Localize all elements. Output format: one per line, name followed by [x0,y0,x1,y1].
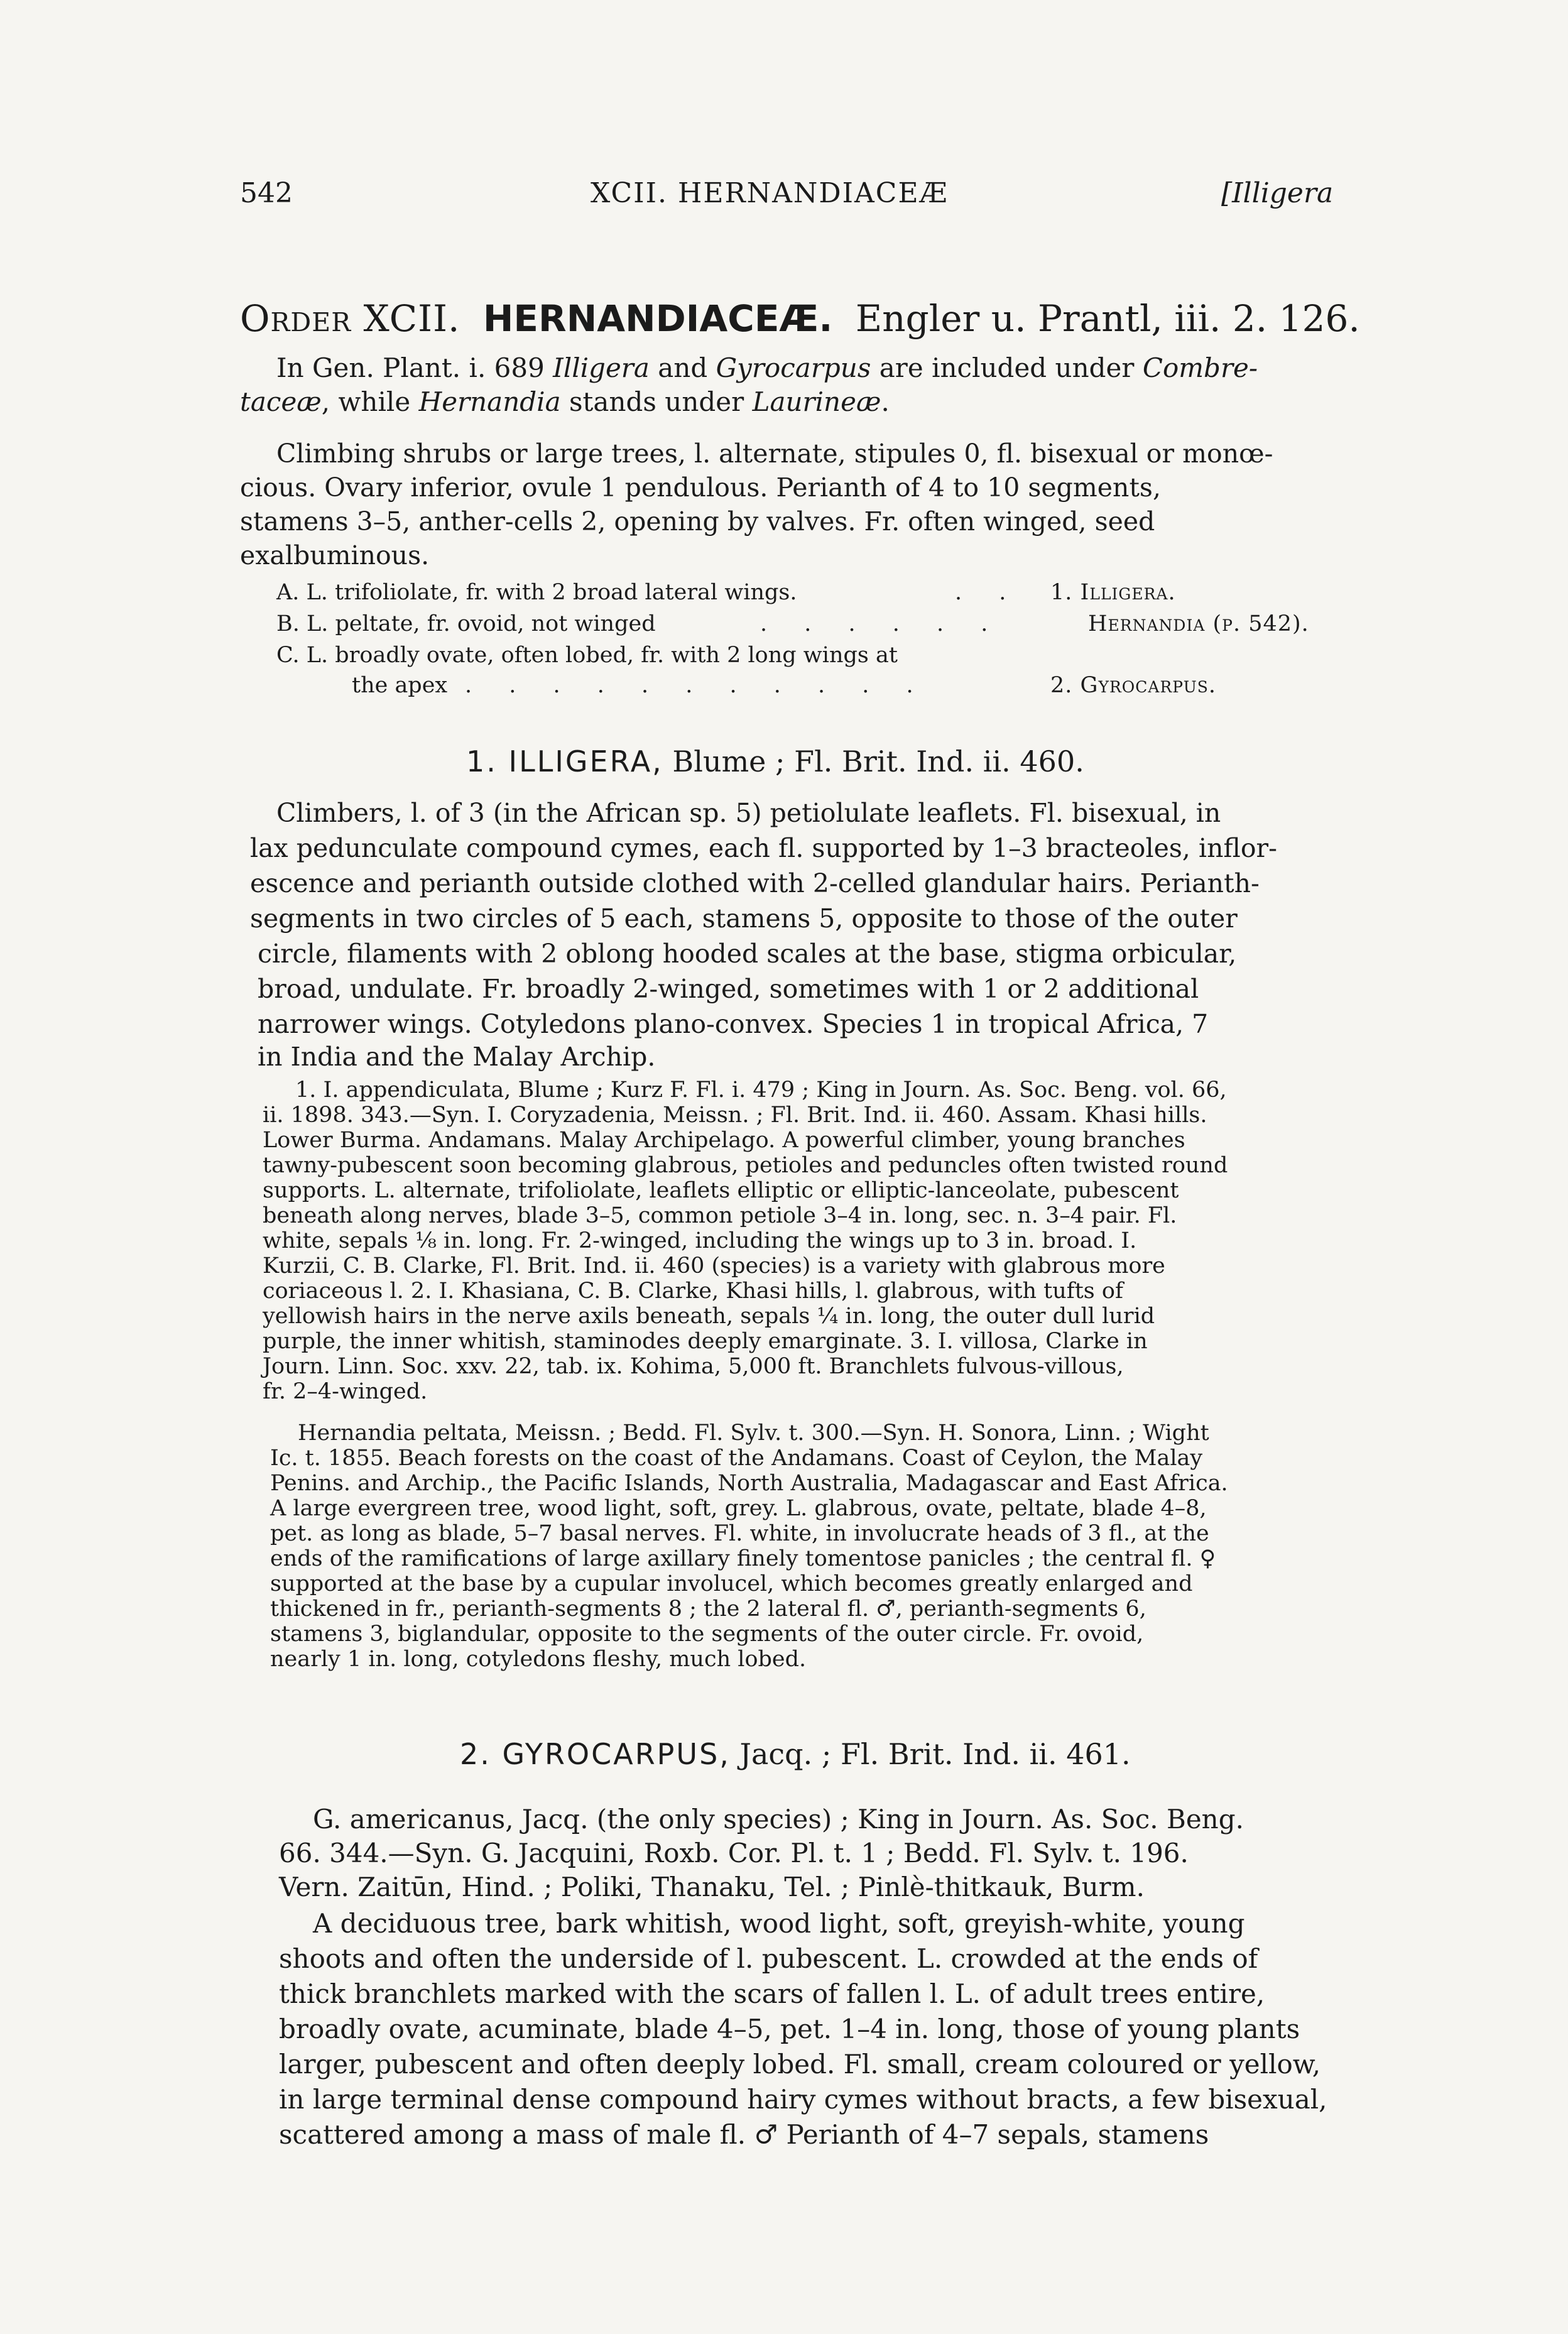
gyrocarpus-description-line: shoots and often the underside of l. pubescent. L. crowded at the ends of [279,1943,1258,1974]
hernandia-line: Ic. t. 1855. Beach forests on the coast of the Andamans. Coast of Ceylon, the Malay [270,1446,1203,1471]
key-a-dots: . . [955,580,1021,605]
intro-line-1: In Gen. Plant. i. 689 Illigera and Gyrocarpus are included under Combre- [276,352,1258,383]
genus-citation: Blume ; Fl. Brit. Ind. ii. 460. [672,744,1084,778]
genus-heading-illigera [466,744,1084,779]
gyrocarpus-description-line: in large terminal dense compound hairy cymes without bracts, a few bisexual, [279,2084,1327,2115]
species-line: beneath along nerves, blade 3–5, common petiole 3–4 in. long, sec. n. 3–4 pair. Fl. [263,1203,1177,1228]
key-b-text: B. L. peltate, fr. ovoid, not winged [276,611,656,636]
species-line: yellowish hairs in the nerve axils beneath, sepals ¼ in. long, the outer dull lurid [263,1304,1155,1329]
hernandia-line: A large evergreen tree, wood light, soft, grey. L. glabrous, ovate, peltate, blade 4–8, [270,1496,1207,1521]
genus-name: 1. ILLIGERA, [466,744,663,778]
order-heading [240,298,1360,339]
running-genus: [Illigera [1221,177,1334,209]
species-line: 1. I. appendiculata, Blume ; Kurz F. Fl. i. 479 ; King in Journ. As. Soc. Beng. vol. 66, [295,1077,1227,1103]
key-a-text: A. L. trifoliolate, fr. with 2 broad lateral wings. [276,580,797,605]
genus-description-line: broad, undulate. Fr. broadly 2-winged, sometimes with 1 or 2 additional [258,974,1199,1004]
genus-citation: Jacq. ; Fl. Brit. Ind. ii. 461. [739,1737,1131,1771]
order-description-line: cious. Ovary inferior, ovule 1 pendulous. Perianth of 4 to 10 segments, [240,472,1161,503]
order-name: HERNANDIACEÆ. [482,297,833,340]
hernandia-line: supported at the base by a cupular involucel, which becomes greatly enlarged and [270,1571,1193,1596]
key-b-dots: . . . . . . [760,611,1003,636]
intro-line-2: taceæ, while Hernandia stands under Laurineæ. [240,386,890,417]
hernandia-line: nearly 1 in. long, cotyledons fleshy, much lobed. [270,1647,807,1672]
hernandia-line: Penins. and Archip., the Pacific Islands, North Australia, Madagascar and East Africa. [270,1471,1228,1496]
hernandia-line: ends of the ramifications of large axillary finely tomentose panicles ; the central fl. ♀ [270,1546,1216,1571]
species-line: coriaceous l. 2. I. Khasiana, C. B. Clarke, Khasi hills, l. glabrous, with tufts of [263,1279,1123,1304]
gyrocarpus-species-line: 66. 344.—Syn. G. Jacquini, Roxb. Cor. Pl. t. 1 ; Bedd. Fl. Sylv. t. 196. [279,1838,1189,1868]
species-line: fr. 2–4-winged. [263,1379,428,1404]
species-line: ii. 1898. 343.—Syn. I. Coryzadenia, Meissn. ; Fl. Brit. Ind. ii. 460. Assam. Khasi hills. [263,1103,1207,1128]
hernandia-line: thickened in fr., perianth-segments 8 ; the 2 lateral fl. ♂, perianth-segments 6, [270,1596,1146,1622]
species-line: Lower Burma. Andamans. Malay Archipelago. A powerful climber, young branches [263,1128,1185,1153]
key-c-result: 2. Gyrocarpus. [1050,673,1217,698]
gyrocarpus-species-line: G. americanus, Jacq. (the only species) ; King in Journ. As. Soc. Beng. [313,1804,1244,1835]
species-line: tawny-pubescent soon becoming glabrous, petioles and peduncles often twisted round [263,1153,1228,1178]
page-number: 542 [240,177,293,209]
genus-description-line: segments in two circles of 5 each, stamens 5, opposite to those of the outer [250,903,1238,934]
gyrocarpus-description-line: broadly ovate, acuminate, blade 4–5, pet. 1–4 in. long, those of young plants [279,2014,1300,2044]
hernandia-line: stamens 3, biglandular, opposite to the segments of the outer circle. Fr. ovoid, [270,1622,1144,1647]
genus-heading-gyrocarpus [460,1737,1131,1772]
hernandia-line: Hernandia peltata, Meissn. ; Bedd. Fl. Sylv. t. 300.—Syn. H. Sonora, Linn. ; Wight [298,1421,1209,1446]
genus-description-line: circle, filaments with 2 oblong hooded scales at the base, stigma orbicular, [258,939,1237,969]
genus-description-line: escence and perianth outside clothed with 2-celled glandular hairs. Perianth- [250,868,1260,898]
order-description-line: Climbing shrubs or large trees, l. alternate, stipules 0, fl. bisexual or monœ- [276,439,1273,469]
genus-name: 2. GYROCARPUS, [460,1737,731,1771]
running-title: XCII. HERNANDIACEÆ [591,177,949,209]
species-line: white, sepals ⅛ in. long. Fr. 2-winged, including the wings up to 3 in. broad. I. [263,1228,1137,1253]
species-line: supports. L. alternate, trifoliolate, leaflets elliptic or elliptic-lanceolate, pubescent [263,1178,1179,1203]
order-label: Order XCII. [240,297,460,340]
order-citation: Engler u. Prantl, iii. 2. 126. [855,297,1360,340]
genus-description-line: in India and the Malay Archip. [258,1042,656,1072]
species-line: Kurzii, C. B. Clarke, Fl. Brit. Ind. ii. 460 (species) is a variety with glabrous more [263,1253,1165,1279]
hernandia-line: pet. as long as blade, 5–7 basal nerves. Fl. white, in involucrate heads of 3 fl., at the [270,1521,1209,1546]
genus-description-line: Climbers, l. of 3 (in the African sp. 5) petiolulate leaflets. Fl. bisexual, in [276,798,1221,828]
key-c-text-2: the apex [352,673,448,698]
gyrocarpus-description-line: larger, pubescent and often deeply lobed. Fl. small, cream coloured or yellow, [279,2049,1321,2080]
species-line: Journ. Linn. Soc. xxv. 22, tab. ix. Kohima, 5,000 ft. Branchlets fulvous-villous, [263,1354,1124,1379]
gyrocarpus-description-line: A deciduous tree, bark whitish, wood light, soft, greyish-white, young [313,1908,1245,1939]
key-b-result: Hernandia (p. 542). [1088,611,1309,636]
gyrocarpus-species-line: Vern. Zaitūn, Hind. ; Poliki, Thanaku, Tel. ; Pinlè-thitkauk, Burm. [279,1872,1145,1902]
gyrocarpus-description-line: scattered among a mass of male fl. ♂ Perianth of 4–7 sepals, stamens [279,2119,1209,2150]
key-a-result: 1. Illigera. [1050,580,1176,605]
genus-description-line: narrower wings. Cotyledons plano-convex. Species 1 in tropical Africa, 7 [258,1009,1209,1039]
genus-description-line: lax pedunculate compound cymes, each fl. supported by 1–3 bracteoles, inflor- [250,833,1277,863]
gyrocarpus-description-line: thick branchlets marked with the scars of fallen l. L. of adult trees entire, [279,1978,1265,2009]
key-c-dots: . . . . . . . . . . . [465,673,928,698]
order-description-line: stamens 3–5, anther-cells 2, opening by valves. Fr. often winged, seed [240,506,1155,537]
species-line: purple, the inner whitish, staminodes deeply emarginate. 3. I. villosa, Clarke in [263,1329,1148,1354]
order-description-line: exalbuminous. [240,540,430,570]
key-c-text: C. L. broadly ovate, often lobed, fr. with 2 long wings at [276,643,898,668]
